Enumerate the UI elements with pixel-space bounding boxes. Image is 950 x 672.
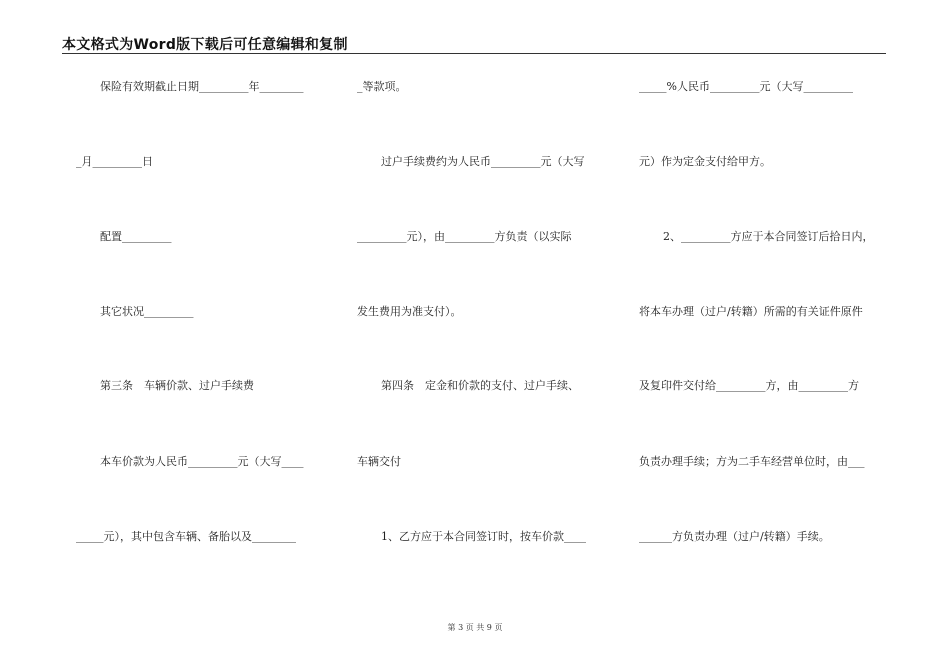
text-line: 及复印件交付给_________方，由_________方 — [639, 379, 859, 392]
header-divider — [62, 53, 886, 54]
section-heading: 第四条 定金和价款的支付、过户手续、 — [381, 379, 579, 392]
text-line: 2、_________方应于本合同签订后拾日内， — [663, 230, 874, 243]
text-line: 保险有效期截止日期_________年________ — [100, 80, 304, 93]
text-line: _月_________日 — [76, 155, 153, 168]
text-line: 本车价款为人民币_________元（大写____ — [100, 455, 304, 468]
text-line: _等款项。 — [357, 80, 407, 93]
text-line: 其它状况_________ — [100, 305, 194, 318]
text-line: 配置_________ — [100, 230, 172, 243]
text-line: 发生费用为准支付）。 — [357, 305, 462, 318]
text-line: _____元），其中包含车辆、备胎以及________ — [76, 530, 296, 543]
text-line: 负责办理手续；方为二手车经营单位时，由___ — [639, 455, 865, 468]
text-line: _____%人民币_________元（大写_________ — [639, 80, 853, 93]
section-heading: 第三条 车辆价款、过户手续费 — [100, 379, 254, 392]
text-line: 元）作为定金支付给甲方。 — [639, 155, 771, 168]
page-number-footer: 第 3 页 共 9 页 — [447, 623, 503, 632]
text-line: 将本车办理（过户/转籍）所需的有关证件原件 — [639, 305, 863, 318]
document-header-title: 本文格式为Word版下载后可任意编辑和复制 — [62, 37, 348, 53]
text-line: 1、乙方应于本合同签订时，按车价款____ — [381, 530, 586, 543]
text-line: _________元），由_________方负责（以实际 — [357, 230, 572, 243]
text-line: ______方负责办理（过户/转籍）手续。 — [639, 530, 830, 543]
text-line: 过户手续费约为人民币_________元（大写 — [381, 155, 585, 168]
text-line: 车辆交付 — [357, 455, 401, 468]
